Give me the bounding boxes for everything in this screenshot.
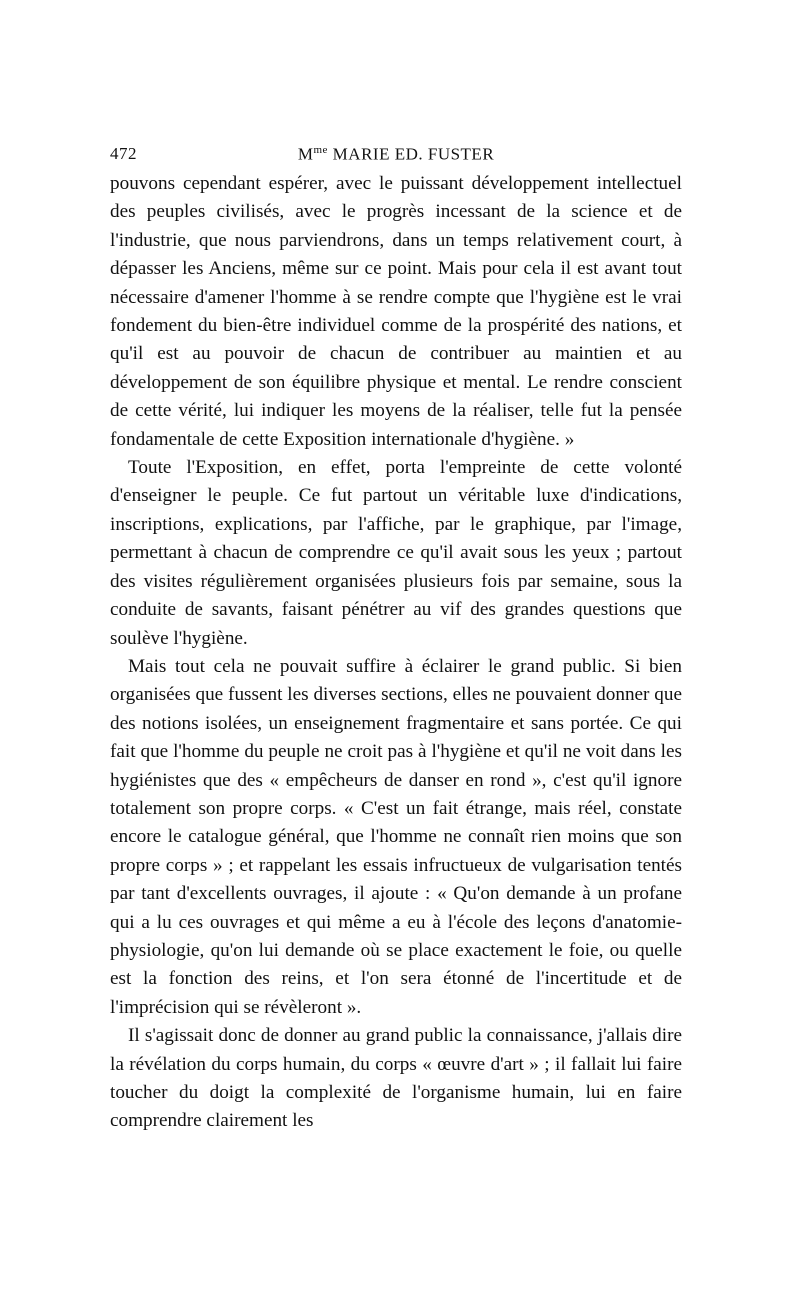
body-text — [110, 170, 682, 1136]
page-number: 472 — [110, 144, 137, 163]
paragraph-exposition: Toute l'Exposition, en effet, porta l'empreinte de cette volonté d'enseigner le peuple. Ce fut partout un véritable luxe d'indications, inscriptions, explications, par l'affiche, par le graphique, par l'image, permettant à chacun de comprendre ce qu'il avait sous les yeux ; partout des visites régulièrement organisées plusieurs fois par semaine, sous la conduite de savants, faisant pénétrer au vif des grandes questions que soulève l'hygiène. — [110, 457, 682, 649]
paragraph-corps-humain: Il s'agissait donc de donner au grand public la connaissance, j'allais dire la révélation du corps humain, du corps « œuvre d'art » ; il fallait lui faire toucher du doigt la complexité de l'organisme humain, lui en faire comprendre clairement les — [110, 1025, 682, 1132]
author-name: MARIE ED. FUSTER — [327, 144, 495, 164]
running-head-title — [110, 144, 682, 165]
paragraph-grand-public: Mais tout cela ne pouvait suffire à éclairer le grand public. Si bien organisées que fussent les diverses sections, elles ne pouvaient donner que des notions isolées, un enseignement fragmentaire et sans portée. Ce qui fait que l'homme du peuple ne croit pas à l'hygiène et qu'il ne voit dans les hygiénistes que des « empêcheurs de danser en rond », c'est qu'il ignore totalement son propre corps. « C'est un fait étrange, mais réel, constate encore le catalogue général, que l'homme ne connaît rien moins que son propre corps » ; et rappelant les essais infructueux de vulgarisation tentés par tant d'excellents ouvrages, il ajoute : « Qu'on demande à un profane qui a lu ces ouvrages et qui même a eu à l'école des leçons d'anatomie-physiologie, qu'on lui demande où se place exactement le foie, ou quelle est la fonction des reins, et l'on sera étonné de l'incertitude et de l'imprécision qui se révèleront ». — [110, 655, 682, 1018]
running-head — [110, 138, 682, 168]
author-title-superscript: me — [313, 144, 328, 156]
paragraph-continuation: pouvons cependant espérer, avec le puissant développement intellectuel des peuples civilisés, avec le progrès incessant de la science et de l'industrie, que nous parviendrons, dans un temps relativement court, à dépasser les Anciens, même sur ce point. Mais pour cela il est avant tout nécessaire d'amener l'homme à se rendre compte que l'hygiène est le vrai fondement du bien-être individuel comme de la prospérité des nations, et qu'il est au pouvoir de chacun de contribuer au maintien et au développement de son équilibre physique et mental. Le rendre conscient de cette vérité, lui indiquer les moyens de la réaliser, telle fut la pensée fondamentale de cette Exposition internationale d'hygiène. » — [110, 173, 682, 450]
author-title-prefix: M — [297, 144, 314, 164]
book-page — [110, 138, 682, 1136]
